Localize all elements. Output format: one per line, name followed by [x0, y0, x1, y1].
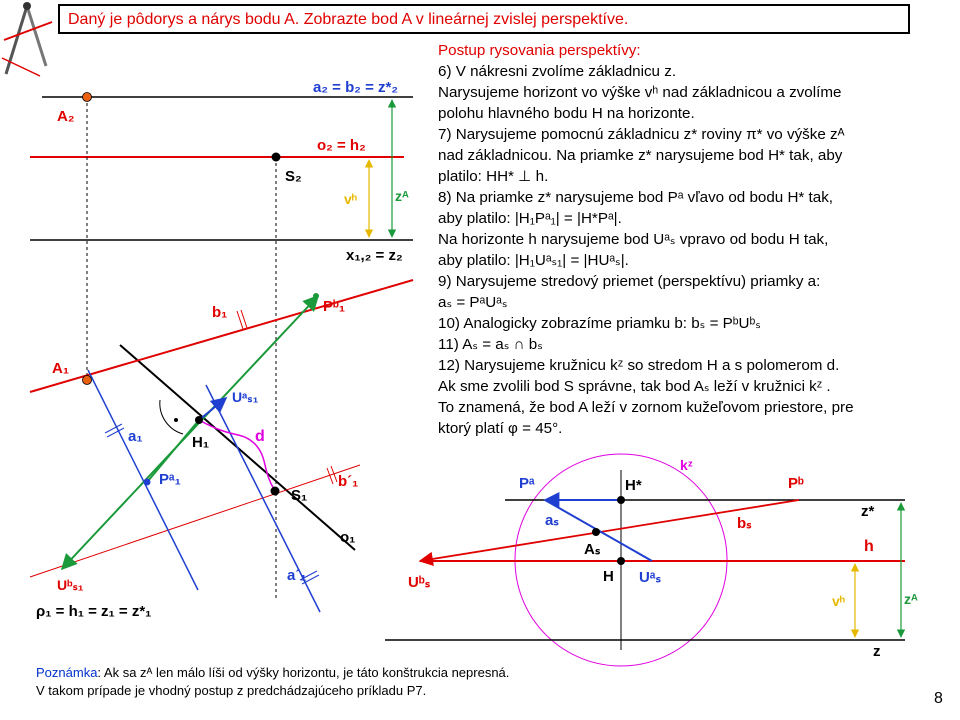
label-H1: H₁	[192, 434, 210, 451]
point-Pa1	[144, 479, 151, 486]
label-Pb: Pᵇ	[788, 475, 804, 492]
label-Pa: Pᵃ	[519, 475, 535, 492]
label-bs: bₛ	[737, 515, 752, 532]
step-line: To znamená, že bod A leží v zornom kužeľovom priestore, pre	[438, 399, 854, 416]
label-b1-prime: b´₁	[338, 473, 359, 490]
point-S2	[272, 153, 281, 162]
label-h: h	[864, 538, 874, 555]
step-line: Na horizonte h narysujeme bod Uᵃₛ vpravo od bodu H tak,	[438, 231, 829, 248]
label-H-star: H*	[625, 477, 642, 494]
label-Ua-s: Uᵃₛ	[639, 569, 662, 586]
page-title: Daný je pôdorys a nárys bodu A. Zobrazte bod A v lineárnej zvislej perspektíve.	[68, 11, 629, 28]
arc-phi	[160, 400, 183, 434]
note-text-1: : Ak sa zᴬ len málo líši od výšky horizontu, je táto konštrukcia nepresná.	[97, 665, 510, 680]
compass-logo-icon	[0, 0, 56, 80]
label-a2-b2-z2: a₂ = b₂ = z*₂	[313, 79, 399, 96]
step-line: aby platilo: |H₁Pᵃ₁| = |H*Pᵃ|.	[438, 210, 622, 227]
label-zA-right: zᴬ	[904, 591, 918, 607]
line-b1-prime	[30, 465, 360, 577]
label-vh-left: vʰ	[344, 191, 357, 207]
step-line: platilo: HH* ⊥ h.	[438, 168, 549, 185]
label-a1: a₁	[128, 428, 143, 445]
steps-heading: Postup rysovania perspektívy:	[438, 42, 641, 59]
step-line: 9) Narysujeme stredový priemet (perspektívu) priamky a:	[438, 273, 821, 290]
note-line-1	[36, 664, 509, 682]
label-vh-right: vʰ	[832, 593, 845, 609]
step-line: ktorý platí φ = 45°.	[438, 420, 563, 437]
label-Ua-s1: Uᵃₛ₁	[232, 389, 259, 405]
step-line: Narysujeme horizont vo výške vʰ nad základnicou a zvolíme	[438, 84, 842, 101]
label-z-star: z*	[861, 503, 875, 520]
step-line: 12) Narysujeme kružnicu kᶻ so stredom H a s polomerom d.	[438, 357, 840, 374]
label-as: aₛ	[545, 512, 559, 529]
drawing-steps	[438, 40, 954, 439]
step-line: Ak sme zvolili bod S správne, tak bod Aₛ leží v kružnici kᶻ .	[438, 378, 831, 395]
point-Pb1	[313, 293, 319, 299]
step-line: aₛ = PᵃUᵃₛ	[438, 294, 508, 311]
step-line: 10) Analogicky zobrazíme priamku b: bₛ = PᵇUᵇₛ	[438, 315, 761, 332]
point-A2	[83, 93, 92, 102]
label-d: d	[255, 428, 265, 445]
label-A1: A₁	[52, 360, 70, 377]
ticks-b1	[237, 310, 247, 329]
step-line: polohu hlavného bodu H na horizonte.	[438, 105, 695, 122]
label-S1: S₁	[291, 487, 308, 504]
point-A1	[83, 376, 92, 385]
label-b1: b₁	[212, 304, 228, 321]
right-angle-dot	[174, 418, 178, 422]
step-line: 8) Na priamke z* narysujeme bod Pᵃ vľavo od bodu H* tak,	[438, 189, 834, 206]
page-number: 8	[934, 690, 943, 707]
step-line: 11) Aₛ = aₛ ∩ bₛ	[438, 336, 543, 353]
label-a1-prime: a´₁	[287, 567, 307, 584]
point-H1	[195, 416, 203, 424]
label-o2-h2: o₂ = h₂	[317, 137, 366, 154]
step-line: aby platilo: |H₁Uᵃₛ₁| = |HUᵃₛ|.	[438, 252, 629, 269]
label-x12-z2: x₁,₂ = z₂	[346, 247, 403, 264]
label-S2: S₂	[285, 168, 302, 185]
label-zA-left: zᴬ	[395, 188, 409, 204]
step-line: nad základnicou. Na priamke z* narysujeme bod H* tak, aby	[438, 147, 843, 164]
label-Pa1: Pᵃ₁	[159, 471, 181, 488]
note-text-2: V takom prípade je vhodný postup z predchádzajúceho príkladu P7.	[36, 683, 427, 698]
label-A2: A₂	[57, 108, 75, 125]
line-a1	[88, 370, 198, 590]
point-S1	[271, 487, 280, 496]
point-H	[617, 557, 625, 565]
label-Ub-s: Uᵇₛ	[408, 574, 431, 591]
title-box	[58, 4, 910, 34]
label-Ub-s1: Uᵇₛ₁	[57, 577, 84, 593]
point-H-star	[617, 496, 625, 504]
footnote	[36, 664, 509, 700]
label-Pb1: Pᵇ₁	[323, 298, 346, 315]
label-rho1: ρ₁ = h₁ = z₁ = z*₁	[36, 603, 152, 620]
step-line: 6) V nákresni zvolíme základnicu z.	[438, 63, 677, 80]
label-H: H	[603, 568, 614, 585]
label-z: z	[873, 643, 881, 660]
note-label: Poznámka	[36, 665, 98, 680]
step-line: 7) Narysujeme pomocnú základnicu z* roviny π* vo výške zᴬ	[438, 126, 845, 143]
label-kz: kᶻ	[680, 457, 693, 473]
label-o1: o₁	[340, 529, 356, 546]
label-As: Aₛ	[584, 541, 601, 558]
line-green-main	[62, 296, 318, 569]
point-As	[592, 528, 600, 536]
